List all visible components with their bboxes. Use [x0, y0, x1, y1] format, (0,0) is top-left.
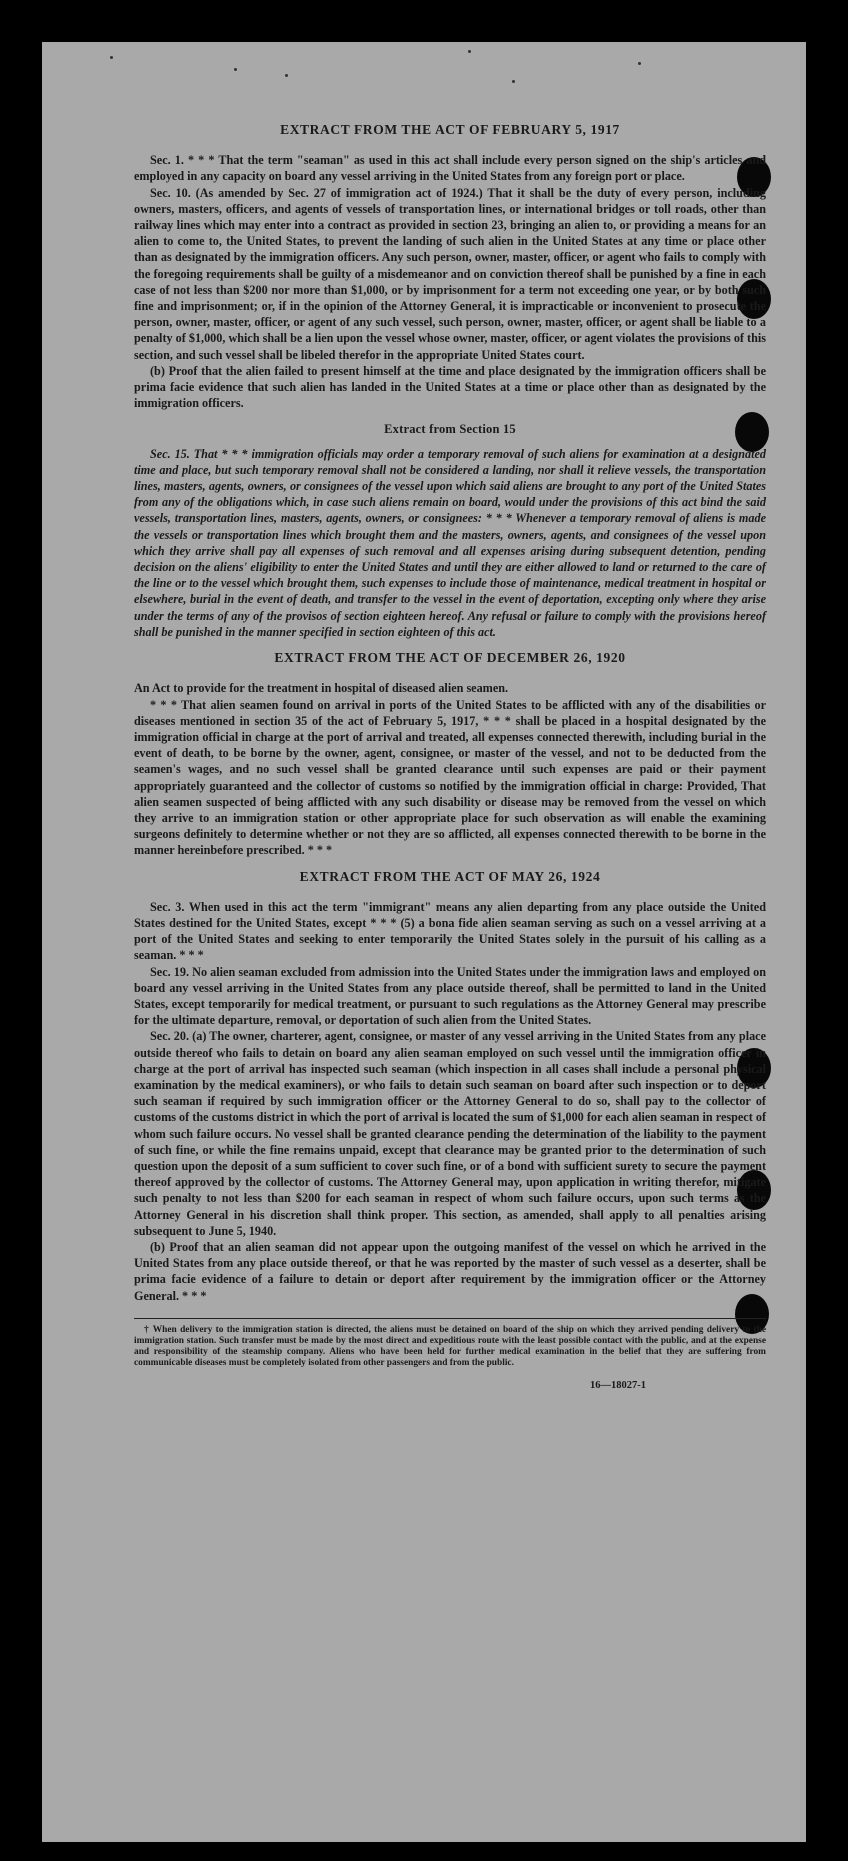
paragraph: Sec. 10. (As amended by Sec. 27 of immigration act of 1924.) That it shall be the duty of every person, including owners, masters, officers, and agents of vessels of transportation lines, or international bridges or toll roads, other than railway lines which may enter into a contract as provided in section 23, bringing an alien to, or providing a means for an alien to come to, the United States, to prevent the landing of such alien in the United States at any time or place other than as designated by the immigration officers. Any such person, owner, master, officer, or agent who fails to comply with the foregoing requirements shall be guilty of a misdemeanor and on conviction thereof shall be punished by a fine in each case of not less than $200 nor more than $1,000, or by imprisonment for a term not exceeding one year, or by both such fine and imprisonment; or, if in the opinion of the Attorney General, it is impracticable or inconvenient to prosecute the person, owner, master, officer, or agent of any such vessel, such person, owner, master, officer, or agent shall be liable to a penalty of $1,000, which shall be a lien upon the vessel whose owner, master, officer, or agent violates the provisions of this section, and such vessel shall be libeled therefor in the appropriate United States court.: [134, 185, 766, 362]
paragraph: (b) Proof that the alien failed to present himself at the time and place designated by the immigration officers shall be prima facie evidence that such alien has landed in the United States at a time or place other than as designated by the immigration officers.: [134, 363, 766, 411]
paragraph: * * * That alien seamen found on arrival in ports of the United States to be afflicted with any of the disabilities or diseases mentioned in section 35 of the act of February 5, 1917, * * * shall be placed in a hospital designated by the immigration official in charge at the port of arrival and treated, all expenses connected therewith, including burial in the event of death, to be borne by the owner, agent, consignee, or master of the vessel, and not to be deducted from the seamen's wages, and no such vessel shall be granted clearance until such expenses are paid or their payment appropriately guaranteed and the collector of customs so notified by the immigration official in charge: Provided, That alien seamen suspected of being afflicted with any such disability or disease may be removed from the vessel on which they arrive to an immigration station or other appropriate place for such observation as will enable the examining surgeons definitely to determine whether or not they are so afflicted, all expenses connected therewith to be borne in the manner hereinbefore prescribed. * * *: [134, 697, 766, 858]
speck: [468, 50, 471, 53]
section-act-may-1924: [134, 869, 766, 1304]
speck: [285, 74, 288, 77]
section-heading: EXTRACT FROM THE ACT OF MAY 26, 1924: [299, 868, 601, 884]
paragraph: Sec. 15. That * * * immigration officials may order a temporary removal of such aliens for examination at a designated time and place, but such temporary removal shall not be considered a landing, nor shall it relieve vessels, the transportation lines, masters, agents, owners, or consignees of the vessel upon which said aliens are brought to any port of the United States from any of the obligations which, in case such aliens remain on board, would under the provisions of this act bind the said vessels, transportation lines, masters, agents, owners, or consignees: * * * Whenever a temporary removal of aliens is made the vessels or transportation lines which brought them and the masters, owners, agents, and consignees of the vessel upon which they arrive shall pay all expenses of such removal and all expenses arising during subsequent detention, pending decision on the aliens' eligibility to enter the United States and until they are either allowed to land or returned to the care of the line or to the vessel which brought them, such expenses to include those of maintenance, medical treatment in hospital or elsewhere, burial in the event of death, and transfer to the vessel in the event of deportation, excepting only where they arise under the terms of any of the provisos of section eighteen hereof. Any refusal or failure to comply with the provisions hereof shall be punished in the manner specified in section eighteen of this act.: [134, 446, 766, 639]
paragraph: Sec. 20. (a) The owner, charterer, agent, consignee, or master of any vessel arriving in the United States from any place outside thereof who fails to detain on board any alien seaman employed on such vessel until the immigration officer in charge at the port of arrival has inspected such seaman (which inspection in all cases shall include a personal physical examination by the medical examiners), or who fails to detain such seaman on board after such inspection or to deport such seaman if required by such immigration officer or the Attorney General to do so, shall pay to the collector of customs of the customs district in which the port of arrival is located the sum of $1,000 for each alien seaman in respect of whom such failure occurs. No vessel shall be granted clearance pending the determination of the liability to the payment of such fine, or while the fine remains unpaid, except that clearance may be granted prior to the determination of such question upon the deposit of a sum sufficient to cover such fine, or of a bond with sufficient surety to secure the payment thereof approved by the collector of customs. The Attorney General may, upon application in writing therefor, mitigate such penalty to not less than $200 for each seaman in respect of whom such failure occurs, upon such terms as the Attorney General in his discretion shall think proper. This section, as amended, shall apply to all penalties arising subsequent to June 5, 1940.: [134, 1029, 766, 1238]
section-extract-section-15: [134, 421, 766, 640]
speck: [234, 68, 237, 71]
paragraph: (b) Proof that an alien seaman did not appear upon the outgoing manifest of the vessel on which he arrived in the United States from any place outside thereof, or that he was reported by the master of such vessel as a deserter, shall be prima facie evidence of a failure to detain or deport after requirement by the immigration officer or the Attorney General. * * *: [134, 1240, 766, 1303]
section-heading: EXTRACT FROM THE ACT OF DECEMBER 26, 1920: [274, 650, 626, 666]
footnote-text: † When delivery to the immigration station is directed, the aliens must be detained on board of the ship on which they arrived pending delivery to the immigration station. Such transfer must be made by the most direct and expeditious route with the least possible contact with the public, and at the expense and responsibility of the steamship company. Aliens who have been held for further medical examination in the belief that they are suffering from communicable diseases must be completely isolated from other passengers and from the public.: [134, 1324, 766, 1369]
footnote: [134, 1318, 766, 1370]
section-act-dec-1920: [134, 650, 766, 858]
paragraph: Sec. 19. No alien seaman excluded from admission into the United States under the immigration laws and employed on board any vessel arriving in the United States from any place outside thereof, shall be permitted to land in the United States, except temporarily for medical treatment, or pursuant to such regulations as the Attorney General may prescribe for the ultimate departure, removal, or deportation of such alien from the United States.: [134, 964, 766, 1028]
section-act-feb-1917: [134, 122, 766, 411]
document-body: [134, 122, 766, 1394]
paragraph: Sec. 1. * * * That the term "seaman" as used in this act shall include every person signed on the ship's articles and employed in any capacity on board any vessel arriving in the United States from any foreign port or place.: [134, 153, 766, 184]
form-number: 16—18027-1: [590, 1379, 646, 1391]
speck: [110, 56, 113, 59]
section-heading: Extract from Section 15: [384, 422, 516, 437]
document-sheet: [42, 42, 806, 1842]
paragraph: Sec. 3. When used in this act the term "immigrant" means any alien departing from any place outside the United States destined for the United States, except * * * (5) a bona fide alien seaman serving as such on a vessel arriving at a port of the United States and seeking to enter temporarily the United States solely in the pursuit of his calling as a seaman. * * *: [134, 899, 766, 963]
speck: [638, 62, 641, 65]
paragraph: An Act to provide for the treatment in hospital of diseased alien seamen.: [134, 681, 509, 696]
section-heading: EXTRACT FROM THE ACT OF FEBRUARY 5, 1917: [280, 122, 620, 137]
speck: [512, 80, 515, 83]
